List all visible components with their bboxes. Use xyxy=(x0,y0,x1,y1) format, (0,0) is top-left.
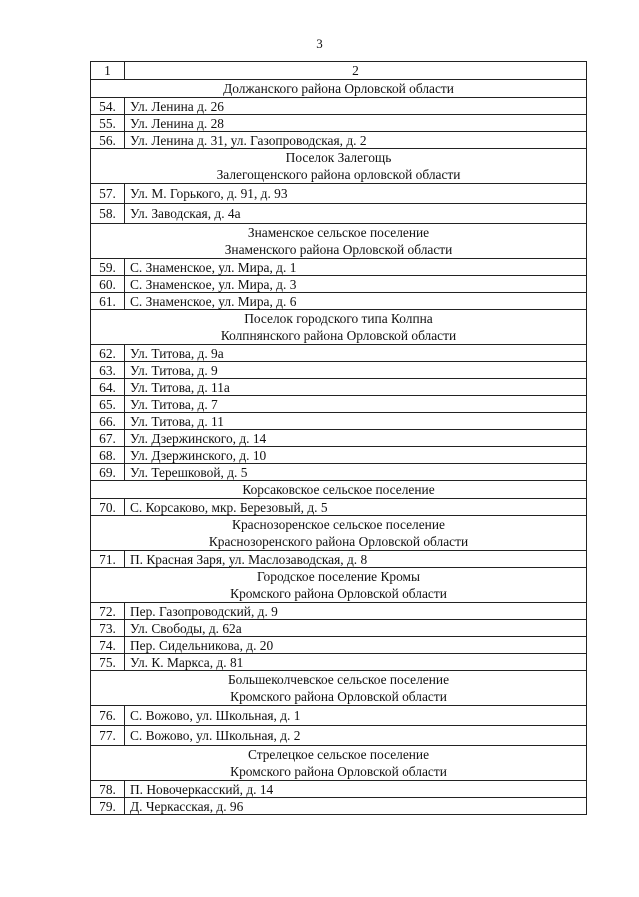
table-row xyxy=(91,413,587,430)
table-row xyxy=(91,345,587,362)
row-address: Ул. Титова, д. 11 xyxy=(125,413,587,430)
row-address: Д. Черкасская, д. 96 xyxy=(125,798,587,815)
address-table xyxy=(90,61,587,815)
row-number: 68. xyxy=(91,447,125,464)
section-header xyxy=(91,224,587,259)
page-number: 3 xyxy=(316,36,323,51)
section-header-row xyxy=(91,80,587,98)
table-row xyxy=(91,620,587,637)
row-number: 67. xyxy=(91,430,125,447)
section-header-row xyxy=(91,516,587,551)
row-number: 78. xyxy=(91,781,125,798)
row-number: 63. xyxy=(91,362,125,379)
section-header-line: Кромского района Орловской области xyxy=(230,764,447,779)
section-header xyxy=(91,80,587,98)
row-address: Ул. Титова, д. 9 xyxy=(125,362,587,379)
row-number: 66. xyxy=(91,413,125,430)
row-address: Пер. Сидельникова, д. 20 xyxy=(125,637,587,654)
section-header-row xyxy=(91,568,587,603)
row-address: С. Корсаково, мкр. Березовый, д. 5 xyxy=(125,499,587,516)
section-header-line: Большеколчевское сельское поселение xyxy=(227,672,450,687)
section-header-line: Колпнянского района Орловской области xyxy=(220,328,457,343)
row-number: 54. xyxy=(91,98,125,115)
table-row xyxy=(91,781,587,798)
table-row xyxy=(91,603,587,620)
section-header-line: Краснозоренское сельское поселение xyxy=(232,517,445,532)
table-row xyxy=(91,362,587,379)
row-address: Ул. Ленина д. 26 xyxy=(125,98,587,115)
row-number: 61. xyxy=(91,293,125,310)
row-address: С. Вожово, ул. Школьная, д. 2 xyxy=(125,726,587,746)
row-number: 71. xyxy=(91,551,125,568)
section-header xyxy=(91,516,587,551)
row-address: С. Знаменское, ул. Мира, д. 3 xyxy=(125,276,587,293)
section-header-line: Залегощенского района орловской области xyxy=(216,167,461,182)
section-header-line: Кромского района Орловской области xyxy=(230,586,447,601)
row-address: П. Новочеркасский, д. 14 xyxy=(125,781,587,798)
row-address: Ул. Титова, д. 9а xyxy=(125,345,587,362)
table-row xyxy=(91,115,587,132)
table-row xyxy=(91,551,587,568)
row-number: 74. xyxy=(91,637,125,654)
section-header-line: Знаменское сельское поселение xyxy=(247,225,430,240)
row-address: Ул. Терешковой, д. 5 xyxy=(125,464,587,481)
row-number: 64. xyxy=(91,379,125,396)
header-column-number: 1 xyxy=(91,62,125,80)
section-header-line: Стрелецкое сельское поселение xyxy=(247,747,430,762)
row-address: Ул. Титова, д. 11а xyxy=(125,379,587,396)
row-number: 65. xyxy=(91,396,125,413)
row-number: 79. xyxy=(91,798,125,815)
section-header xyxy=(91,568,587,603)
table-row xyxy=(91,726,587,746)
section-header-line: Поселок Залегощь xyxy=(285,150,392,165)
table-row xyxy=(91,798,587,815)
address-table-body xyxy=(91,62,587,815)
row-number: 58. xyxy=(91,204,125,224)
row-address: Ул. Заводская, д. 4а xyxy=(125,204,587,224)
section-header-row xyxy=(91,310,587,345)
table-row xyxy=(91,276,587,293)
section-header xyxy=(91,149,587,184)
row-number: 62. xyxy=(91,345,125,362)
row-number: 60. xyxy=(91,276,125,293)
row-number: 76. xyxy=(91,706,125,726)
section-header-row xyxy=(91,671,587,706)
row-number: 59. xyxy=(91,259,125,276)
row-address: С. Знаменское, ул. Мира, д. 1 xyxy=(125,259,587,276)
row-number: 75. xyxy=(91,654,125,671)
section-header-line: Знаменского района Орловской области xyxy=(224,242,453,257)
section-header xyxy=(91,481,587,499)
row-address: Ул. К. Маркса, д. 81 xyxy=(125,654,587,671)
row-address: Пер. Газопроводский, д. 9 xyxy=(125,603,587,620)
table-row xyxy=(91,396,587,413)
table-row xyxy=(91,637,587,654)
row-number: 77. xyxy=(91,726,125,746)
section-header-line: Кромского района Орловской области xyxy=(230,689,447,704)
table-row xyxy=(91,184,587,204)
section-header xyxy=(91,671,587,706)
table-row xyxy=(91,259,587,276)
row-address: Ул. Дзержинского, д. 10 xyxy=(125,447,587,464)
row-number: 73. xyxy=(91,620,125,637)
row-number: 72. xyxy=(91,603,125,620)
section-header xyxy=(91,310,587,345)
section-header-line: Корсаковское сельское поселение xyxy=(242,482,435,497)
section-header-line: Должанского района Орловской области xyxy=(223,81,454,96)
row-address: Ул. Свободы, д. 62а xyxy=(125,620,587,637)
row-number: 55. xyxy=(91,115,125,132)
section-header-line: Городское поселение Кромы xyxy=(256,569,421,584)
table-row xyxy=(91,447,587,464)
section-header-row xyxy=(91,224,587,259)
row-address: С. Вожово, ул. Школьная, д. 1 xyxy=(125,706,587,726)
row-number: 56. xyxy=(91,132,125,149)
section-header-line: Краснозоренского района Орловской области xyxy=(208,534,469,549)
table-row xyxy=(91,499,587,516)
table-row xyxy=(91,293,587,310)
table-row xyxy=(91,132,587,149)
table-row xyxy=(91,430,587,447)
table-row xyxy=(91,379,587,396)
row-address: Ул. Ленина д. 31, ул. Газопроводская, д. 2 xyxy=(125,132,587,149)
section-header-row xyxy=(91,481,587,499)
section-header-row xyxy=(91,746,587,781)
section-header xyxy=(91,746,587,781)
table-row xyxy=(91,464,587,481)
table-row xyxy=(91,204,587,224)
row-number: 57. xyxy=(91,184,125,204)
header-column-address: 2 xyxy=(125,62,587,80)
table-header-row xyxy=(91,62,587,80)
row-number: 69. xyxy=(91,464,125,481)
row-address: С. Знаменское, ул. Мира, д. 6 xyxy=(125,293,587,310)
row-number: 70. xyxy=(91,499,125,516)
row-address: Ул. Титова, д. 7 xyxy=(125,396,587,413)
row-address: Ул. М. Горького, д. 91, д. 93 xyxy=(125,184,587,204)
row-address: Ул. Дзержинского, д. 14 xyxy=(125,430,587,447)
row-address: Ул. Ленина д. 28 xyxy=(125,115,587,132)
table-row xyxy=(91,654,587,671)
row-address: П. Красная Заря, ул. Маслозаводская, д. 8 xyxy=(125,551,587,568)
section-header-line: Поселок городского типа Колпна xyxy=(244,311,433,326)
table-row xyxy=(91,98,587,115)
table-row xyxy=(91,706,587,726)
section-header-row xyxy=(91,149,587,184)
